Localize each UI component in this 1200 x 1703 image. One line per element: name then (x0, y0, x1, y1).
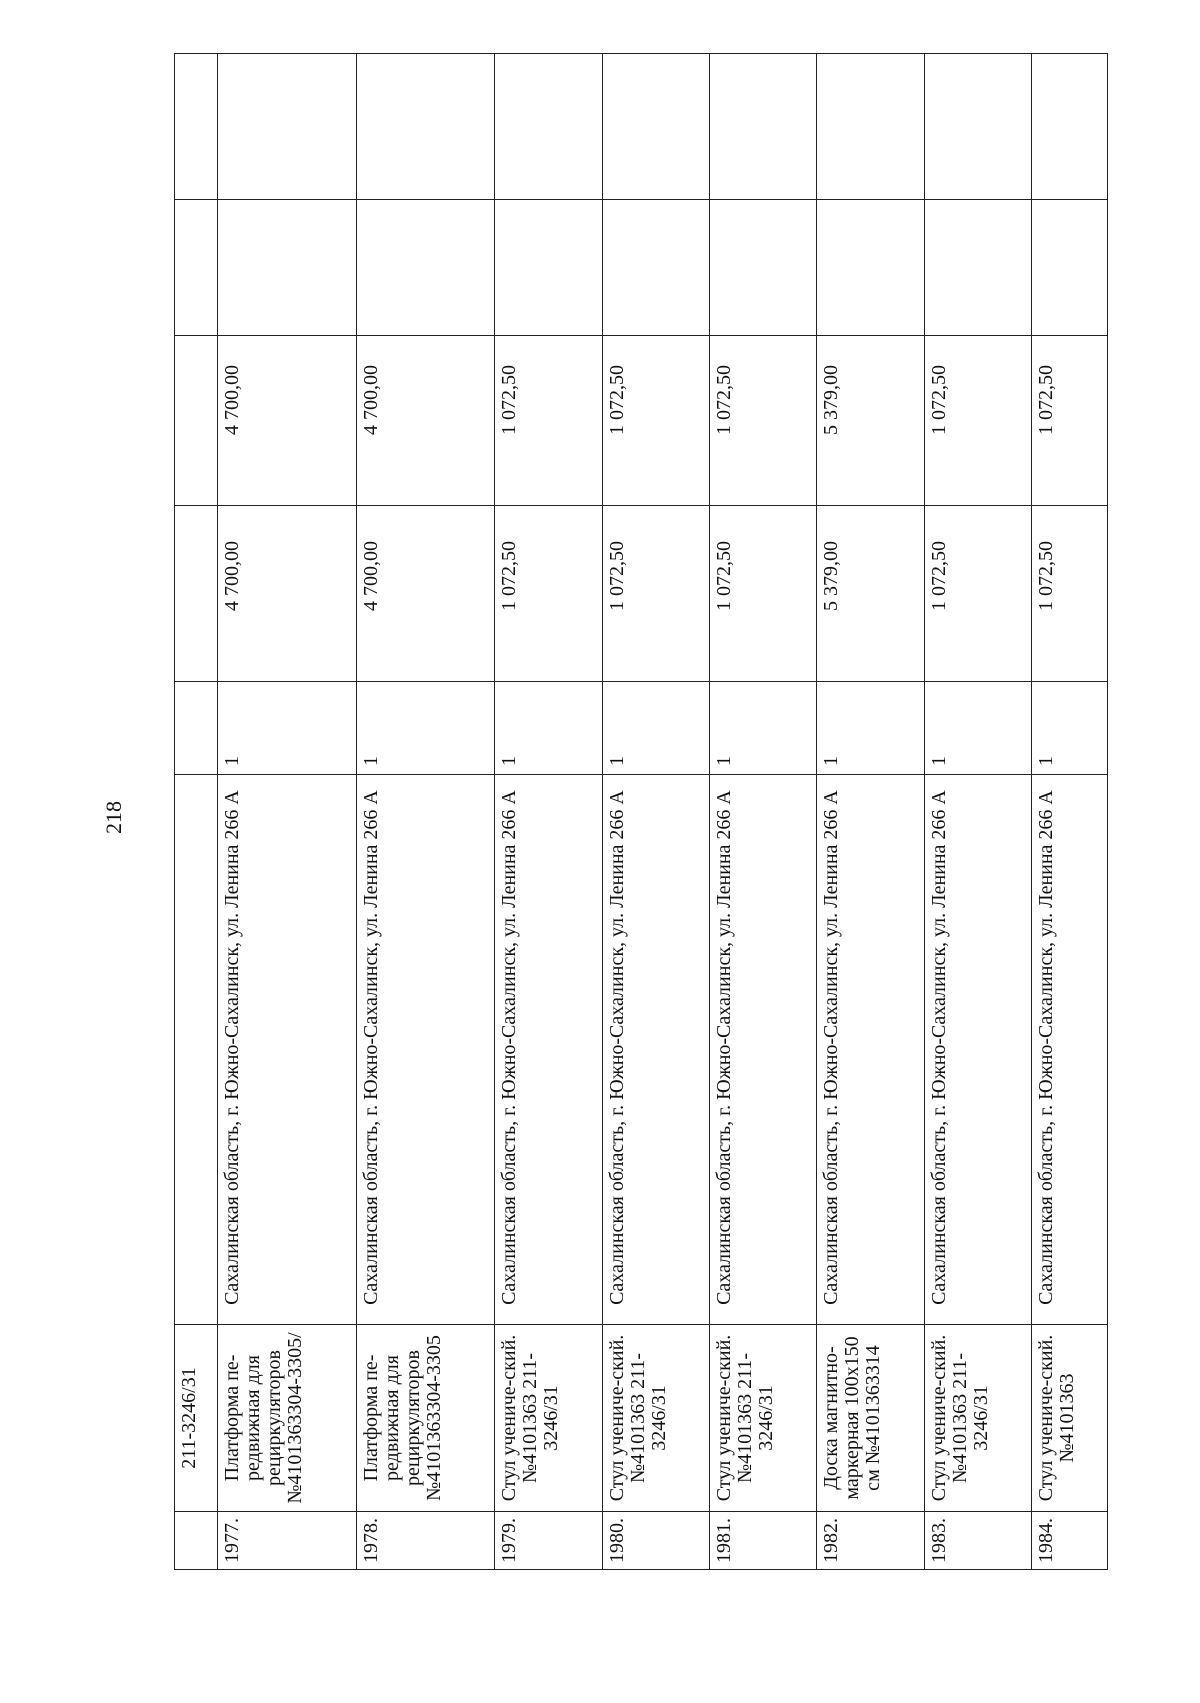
table-row (924, 54, 1031, 1570)
row-qty: 1 (218, 682, 357, 775)
row-address: Сахалинская область, г. Южно-Сахалинск, ул. Ленина 266 А (602, 775, 709, 1325)
row-address: Сахалинская область, г. Южно-Сахалинск, ул. Ленина 266 А (495, 775, 602, 1325)
table-row (495, 54, 602, 1570)
row-col8 (1031, 54, 1107, 200)
row-address: Сахалинская область, г. Южно-Сахалинск, ул. Ленина 266 А (817, 775, 924, 1325)
row-total: 4 700,00 (356, 336, 495, 506)
row-name: Стул учениче-ский.№4101363 211-3246/31 (495, 1325, 602, 1512)
table-row (356, 54, 495, 1570)
row-name: Стул учениче-ский.№4101363 211-3246/31 (709, 1325, 816, 1512)
row-price: 4 700,00 (218, 506, 357, 682)
row-col8 (495, 54, 602, 200)
row-address: Сахалинская область, г. Южно-Сахалинск, ул. Ленина 266 А (1031, 775, 1107, 1325)
row-name: Стул учениче-ский.№4101363 211-3246/31 (924, 1325, 1031, 1512)
row-price: 1 072,50 (602, 506, 709, 682)
header-address-cell (175, 775, 218, 1325)
table-row (602, 54, 709, 1570)
row-col7 (1031, 200, 1107, 336)
header-name-cell: 211-3246/31 (175, 1325, 218, 1512)
row-col7 (817, 200, 924, 336)
row-col8 (924, 54, 1031, 200)
header-col8-cell (175, 54, 218, 200)
row-num: 1982. (817, 1512, 924, 1570)
row-qty: 1 (356, 682, 495, 775)
table-row (218, 54, 357, 1570)
document-table-container (174, 53, 1108, 1570)
row-col7 (356, 200, 495, 336)
table-header-row (175, 54, 218, 1570)
row-name: Стул учениче-ский.№4101363 211-3246/31 (602, 1325, 709, 1512)
row-col7 (924, 200, 1031, 336)
header-total-cell (175, 336, 218, 506)
row-qty: 1 (602, 682, 709, 775)
row-col8 (817, 54, 924, 200)
row-name: Доска магнитно-маркерная 100х150 см №4101363314 (817, 1325, 924, 1512)
row-num: 1983. (924, 1512, 1031, 1570)
header-qty-cell (175, 682, 218, 775)
row-col7 (709, 200, 816, 336)
row-col7 (495, 200, 602, 336)
row-price: 1 072,50 (495, 506, 602, 682)
row-price: 1 072,50 (924, 506, 1031, 682)
row-col8 (709, 54, 816, 200)
row-name: Платформа пе-редвижная для рециркуляторов №4101363304-3305/ (218, 1325, 357, 1512)
header-price-cell (175, 506, 218, 682)
row-total: 1 072,50 (924, 336, 1031, 506)
row-num: 1978. (356, 1512, 495, 1570)
row-qty: 1 (495, 682, 602, 775)
row-name: Платформа пе-редвижная для рециркуляторов №4101363304-3305 (356, 1325, 495, 1512)
row-total: 1 072,50 (495, 336, 602, 506)
header-col7-cell (175, 200, 218, 336)
row-total: 1 072,50 (709, 336, 816, 506)
inventory-table (174, 53, 1108, 1570)
row-name: Стул учениче-ский.№4101363 (1031, 1325, 1107, 1512)
row-total: 1 072,50 (1031, 336, 1107, 506)
row-col7 (218, 200, 357, 336)
table-row (709, 54, 816, 1570)
row-col8 (602, 54, 709, 200)
header-num-cell (175, 1512, 218, 1570)
row-num: 1980. (602, 1512, 709, 1570)
table-row (1031, 54, 1107, 1570)
row-num: 1977. (218, 1512, 357, 1570)
row-price: 4 700,00 (356, 506, 495, 682)
row-qty: 1 (924, 682, 1031, 775)
row-address: Сахалинская область, г. Южно-Сахалинск, ул. Ленина 266 А (218, 775, 357, 1325)
row-total: 1 072,50 (602, 336, 709, 506)
row-num: 1984. (1031, 1512, 1107, 1570)
row-address: Сахалинская область, г. Южно-Сахалинск, ул. Ленина 266 А (709, 775, 816, 1325)
row-col8 (218, 54, 357, 200)
row-num: 1979. (495, 1512, 602, 1570)
row-col8 (356, 54, 495, 200)
row-total: 4 700,00 (218, 336, 357, 506)
table-row (817, 54, 924, 1570)
row-total: 5 379,00 (817, 336, 924, 506)
row-qty: 1 (817, 682, 924, 775)
row-qty: 1 (709, 682, 816, 775)
row-price: 5 379,00 (817, 506, 924, 682)
row-address: Сахалинская область, г. Южно-Сахалинск, ул. Ленина 266 А (356, 775, 495, 1325)
row-price: 1 072,50 (709, 506, 816, 682)
row-price: 1 072,50 (1031, 506, 1107, 682)
page-number: 218 (101, 801, 126, 834)
row-qty: 1 (1031, 682, 1107, 775)
row-col7 (602, 200, 709, 336)
row-address: Сахалинская область, г. Южно-Сахалинск, ул. Ленина 266 А (924, 775, 1031, 1325)
row-num: 1981. (709, 1512, 816, 1570)
